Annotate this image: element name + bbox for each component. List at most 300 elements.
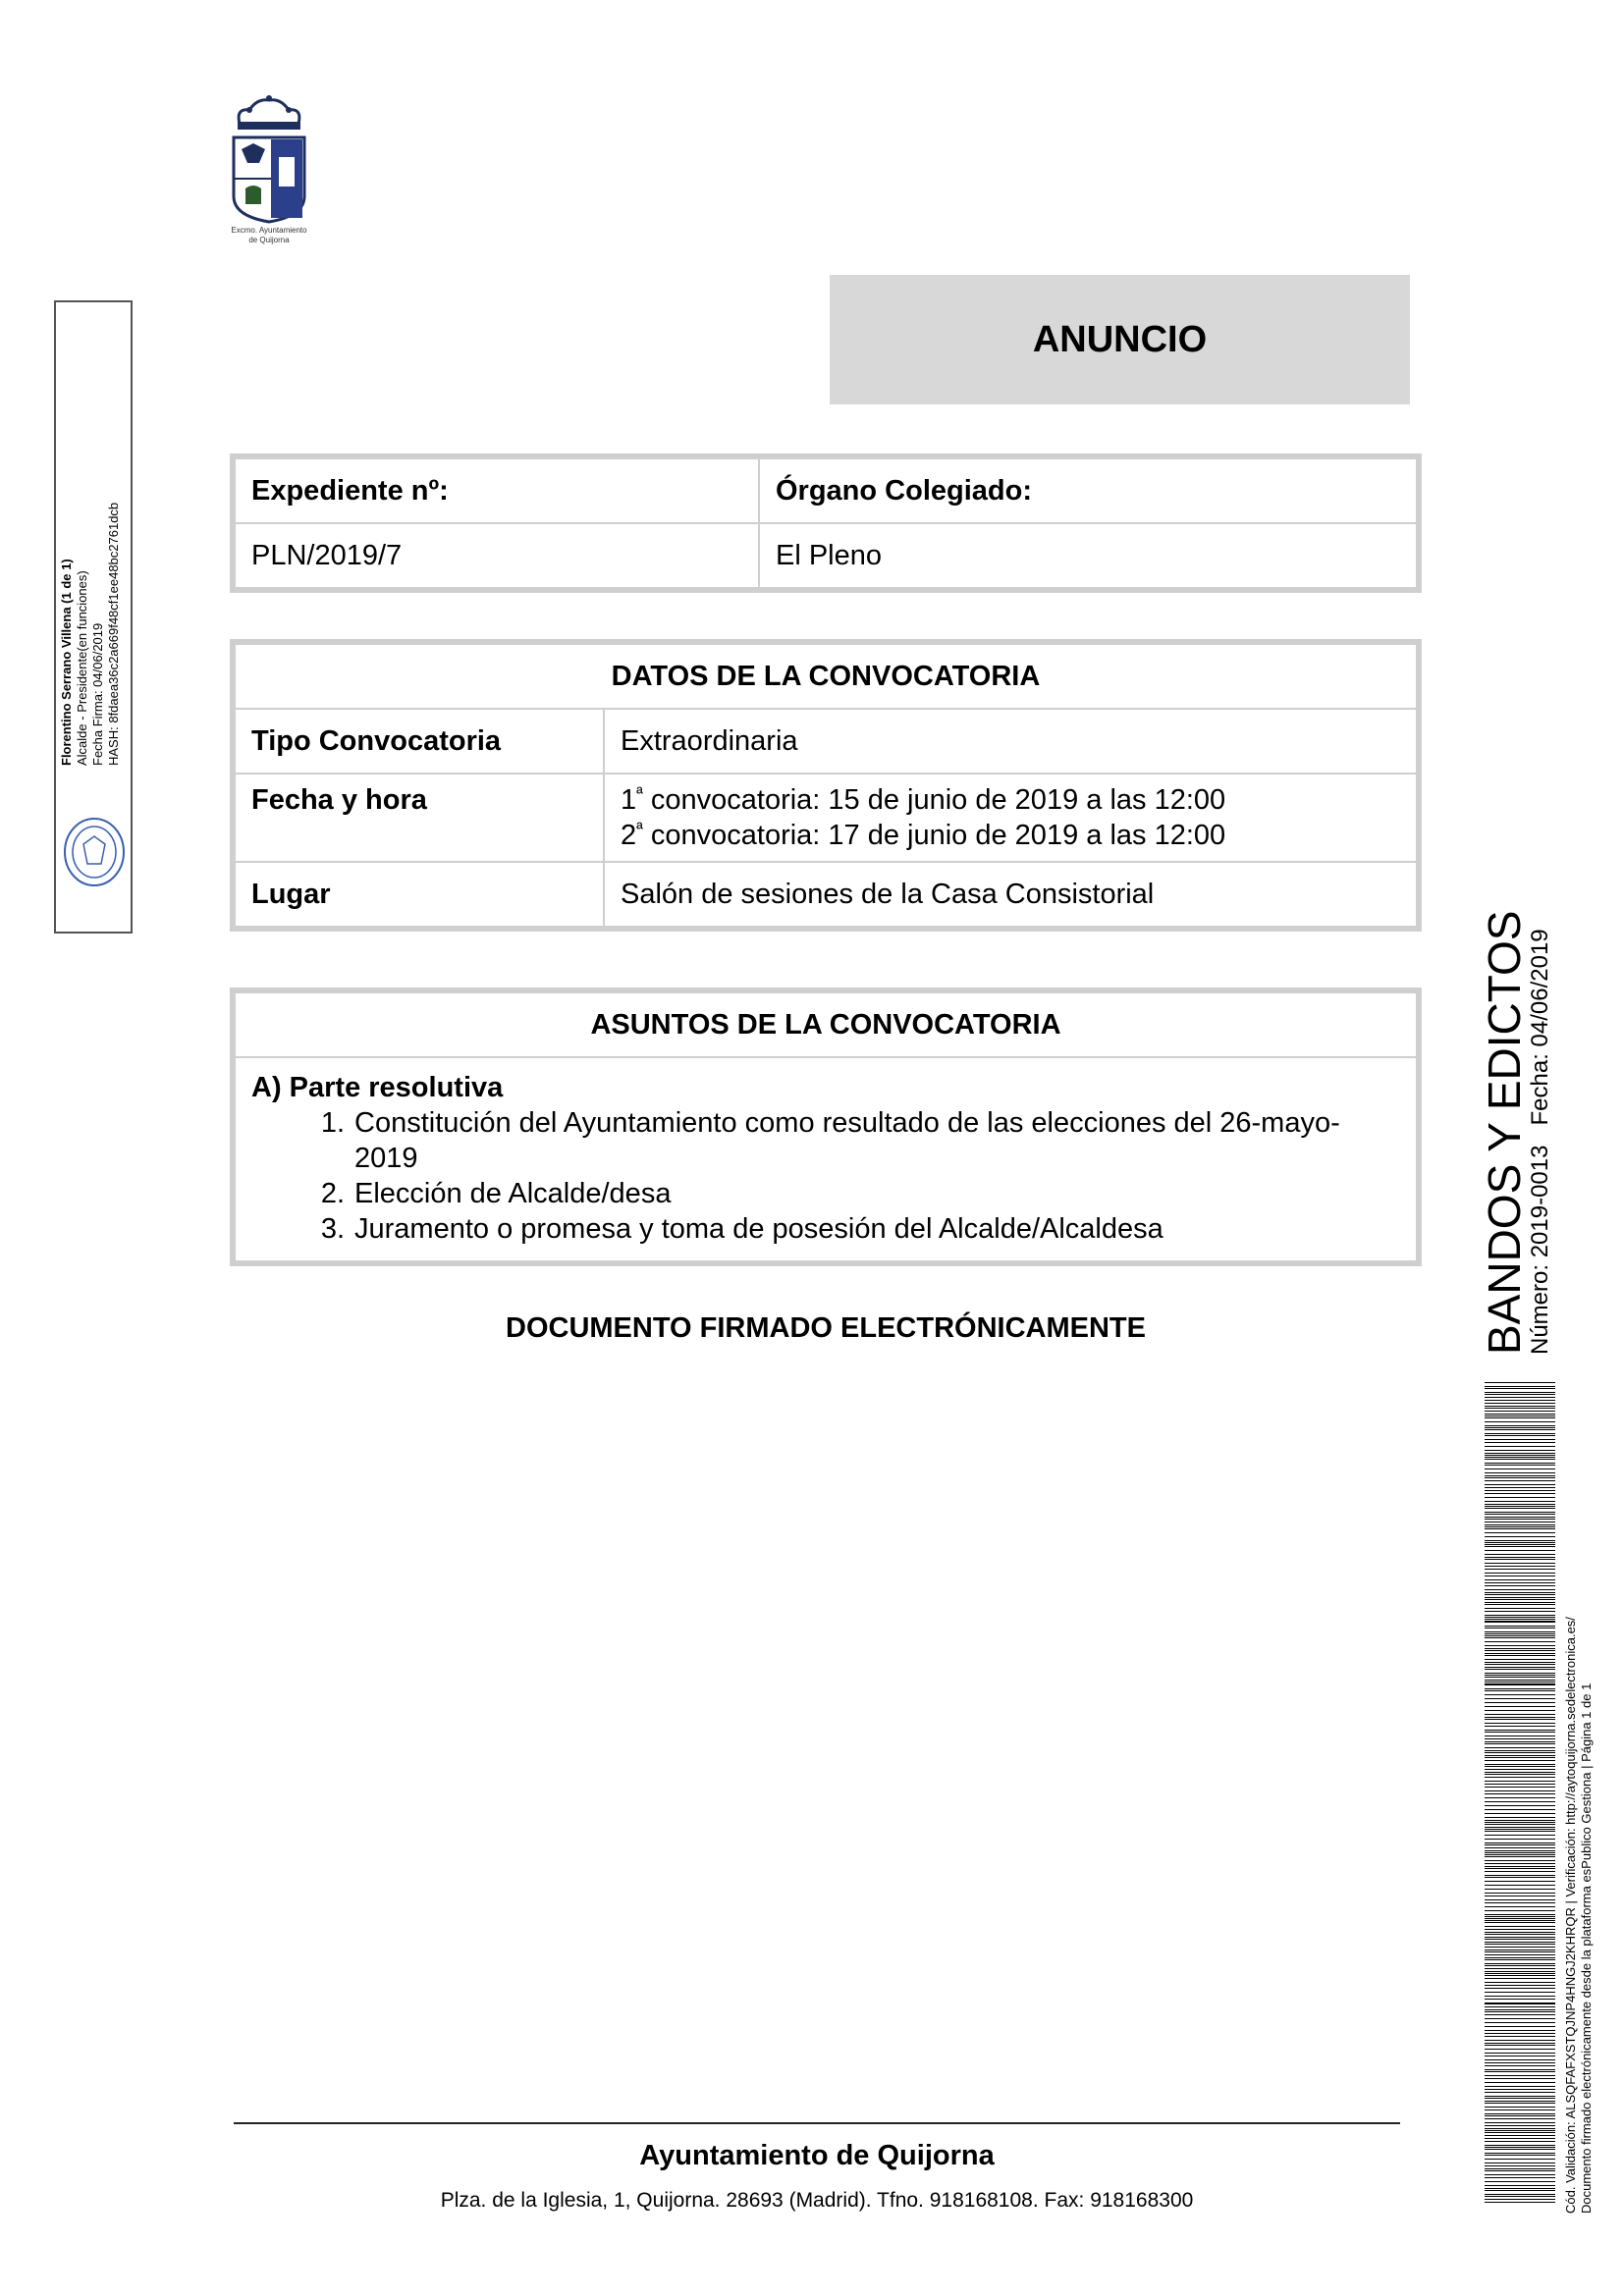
barcode-bar <box>1485 1939 1555 1940</box>
barcode-bar <box>1485 1827 1555 1828</box>
lugar-value: Salón de sesiones de la Casa Consistorial <box>604 862 1417 927</box>
barcode-bar <box>1485 1947 1555 1948</box>
barcode-bar <box>1485 1809 1555 1810</box>
asuntos-list <box>251 1105 1400 1247</box>
barcode-bar <box>1485 2022 1555 2023</box>
barcode-bar <box>1485 1774 1555 1775</box>
barcode-bar <box>1485 1743 1555 1744</box>
conv1-num: 1 <box>621 784 637 816</box>
barcode-bar <box>1485 2040 1555 2041</box>
barcode-bar <box>1485 1439 1555 1440</box>
barcode-bar <box>1485 1497 1555 1498</box>
barcode-bar <box>1485 1394 1555 1395</box>
barcode-bar <box>1485 1881 1555 1882</box>
barcode-bar <box>1485 1414 1555 1415</box>
barcode-bar <box>1485 2194 1555 2195</box>
barcode-bar <box>1485 1442 1555 1443</box>
barcode-bar <box>1485 1710 1555 1711</box>
barcode-bar <box>1485 2062 1555 2063</box>
barcode-bar <box>1485 2202 1555 2203</box>
barcode-bar <box>1485 2006 1555 2007</box>
barcode-bar <box>1485 1557 1555 1558</box>
section-heading: A) Parte resolutiva <box>251 1072 504 1103</box>
barcode-bar <box>1485 1501 1555 1502</box>
barcode-bar <box>1485 1863 1555 1864</box>
barcode-bar <box>1485 1675 1555 1676</box>
barcode-bar <box>1485 1852 1555 1853</box>
barcode-bar <box>1485 2069 1555 2070</box>
barcode-bar <box>1485 1797 1555 1798</box>
crown-shield-icon <box>228 94 310 224</box>
barcode-bar <box>1485 2177 1555 2178</box>
barcode-bar <box>1485 1615 1555 1616</box>
barcode-bar <box>1485 1645 1555 1646</box>
barcode-bar <box>1485 1519 1555 1520</box>
barcode-bar <box>1485 1680 1555 1681</box>
barcode-bar <box>1485 2014 1555 2015</box>
barcode-bar <box>1485 1608 1555 1609</box>
lugar-label: Lugar <box>235 862 604 927</box>
barcode-bar <box>1485 2138 1555 2139</box>
barcode-bar <box>1485 1992 1555 1993</box>
barcode-bar <box>1485 1550 1555 1551</box>
footer-divider <box>234 2122 1400 2124</box>
barcode-bar <box>1485 2011 1555 2012</box>
barcode-bar <box>1485 1427 1555 1428</box>
barcode-bar <box>1485 1842 1555 1843</box>
barcode-bar <box>1485 1604 1555 1605</box>
barcode-bar <box>1485 1415 1555 1416</box>
municipal-coat-of-arms-logo <box>228 94 310 249</box>
fecha-label: Fecha y hora <box>235 774 604 862</box>
barcode-bar <box>1485 1540 1555 1541</box>
barcode-bar <box>1485 1429 1555 1430</box>
signature-text <box>59 275 137 766</box>
barcode-bar <box>1485 1673 1555 1674</box>
barcode-bar <box>1485 1569 1555 1570</box>
barcode-bar <box>1485 1526 1555 1527</box>
barcode-bar <box>1485 1594 1555 1595</box>
expediente-table <box>234 457 1418 589</box>
barcode-bar <box>1485 2082 1555 2083</box>
barcode-bar <box>1485 1575 1555 1576</box>
barcode-bar <box>1485 2130 1555 2131</box>
barcode-bar <box>1485 1563 1555 1564</box>
footer-name: Ayuntamiento de Quijorna <box>639 2140 995 2171</box>
barcode-bar <box>1485 1589 1555 1590</box>
barcode-bar <box>1485 2059 1555 2060</box>
barcode-bar <box>1485 2185 1555 2186</box>
barcode-bar <box>1485 1463 1555 1464</box>
barcode-bar <box>1485 1885 1555 1886</box>
conv2-num: 2 <box>621 820 637 851</box>
barcode-bar <box>1485 1757 1555 1758</box>
barcode-bar <box>1485 1790 1555 1791</box>
barcode-bar <box>1485 2113 1555 2114</box>
barcode-bar <box>1485 1446 1555 1447</box>
barcode-bar <box>1485 1835 1555 1836</box>
barcode-bar <box>1485 1702 1555 1703</box>
barcode-bar <box>1485 1934 1555 1935</box>
barcode-bar <box>1485 1801 1555 1802</box>
signer-role: Alcalde - Presidente(en funciones) <box>75 570 89 766</box>
barcode-bar <box>1485 2199 1555 2200</box>
barcode-bar <box>1485 1559 1555 1560</box>
datos-convocatoria-table <box>234 643 1418 928</box>
barcode-bar <box>1485 2033 1555 2034</box>
barcode-bar <box>1485 1406 1555 1407</box>
barcode-bar <box>1485 1920 1555 1921</box>
barcode-bar <box>1485 1450 1555 1451</box>
barcode-bar <box>1485 2165 1555 2166</box>
barcode-bar <box>1485 1633 1555 1634</box>
barcode-bar <box>1485 1916 1555 1917</box>
barcode-bar <box>1485 1480 1555 1481</box>
item-number: 1. <box>320 1107 345 1139</box>
barcode-bar <box>1485 1465 1555 1466</box>
barcode-bar <box>1485 2196 1555 2197</box>
barcode-bar <box>1485 1929 1555 1930</box>
barcode-bar <box>1485 1899 1555 1900</box>
organo-value: El Pleno <box>759 523 1417 588</box>
barcode-bar <box>1485 1856 1555 1857</box>
barcode-bar <box>1485 2103 1555 2104</box>
barcode-bar <box>1485 1508 1555 1509</box>
barcode-bar <box>1485 1619 1555 1620</box>
barcode-bar <box>1485 2181 1555 2182</box>
barcode-bar <box>1485 2109 1555 2110</box>
barcode-bar <box>1485 1769 1555 1770</box>
barcode-bar <box>1485 1579 1555 1580</box>
barcode-bar <box>1485 1459 1555 1460</box>
signature-hash: HASH: 8fdaea36c2a669f48cf1ee48bc2761dcb <box>106 502 121 766</box>
barcode-bar <box>1485 1844 1555 1845</box>
signer-name: Florentino Serrano Villena (1 de 1) <box>59 559 74 766</box>
barcode-bar <box>1485 1425 1555 1426</box>
list-item <box>251 1211 1400 1247</box>
barcode-bar <box>1485 1669 1555 1670</box>
barcode-bar <box>1485 1957 1555 1958</box>
barcode-bar <box>1485 1902 1555 1903</box>
barcode-bar <box>1485 1877 1555 1878</box>
barcode-bar <box>1485 1784 1555 1785</box>
barcode-bar <box>1485 1698 1555 1699</box>
barcode-bar <box>1485 1683 1555 1685</box>
barcode-bar <box>1485 2096 1555 2097</box>
barcode-bar <box>1485 1723 1555 1724</box>
list-item <box>251 1105 1400 1176</box>
asuntos-title: ASUNTOS DE LA CONVOCATORIA <box>235 992 1417 1057</box>
convocatoria-2 <box>621 818 1400 853</box>
barcode-bar <box>1485 1741 1555 1742</box>
barcode-bar <box>1485 1528 1555 1529</box>
barcode-bar <box>1485 1854 1555 1855</box>
conv1-text: convocatoria: 15 de junio de 2019 a las 12:00 <box>642 784 1226 816</box>
barcode-bar <box>1485 1910 1555 1911</box>
barcode-bar <box>1485 2125 1555 2126</box>
list-item <box>251 1176 1400 1211</box>
barcode-bar <box>1485 1820 1555 1821</box>
barcode-bar <box>1485 2145 1555 2146</box>
barcode-bar <box>1485 1893 1555 1894</box>
barcode-bar <box>1485 1805 1555 1806</box>
barcode-bar <box>1485 1532 1555 1533</box>
barcode-bar <box>1485 1403 1555 1404</box>
bandos-numero: Número: 2019-0013 <box>1527 1145 1553 1355</box>
barcode-bar <box>1485 1755 1555 1756</box>
barcode-bar <box>1485 1664 1555 1665</box>
asuntos-table <box>234 991 1418 1262</box>
barcode-bar <box>1485 2049 1555 2050</box>
barcode-bar <box>1485 1546 1555 1547</box>
barcode-bar <box>1485 1536 1555 1537</box>
barcode-bar <box>1485 1868 1555 1869</box>
barcode-bar <box>1485 1400 1555 1401</box>
verification-block <box>1563 1330 1595 2214</box>
barcode-bar <box>1485 2053 1555 2054</box>
barcode-bar <box>1485 1468 1555 1469</box>
barcode-bar <box>1485 1937 1555 1938</box>
barcode-bar <box>1485 1839 1555 1840</box>
conv2-text: convocatoria: 17 de junio de 2019 a las 12:00 <box>642 820 1226 851</box>
barcode-bar <box>1485 1659 1555 1660</box>
barcode-bar <box>1485 1875 1555 1876</box>
barcode-bar <box>1485 1714 1555 1715</box>
barcode-bar <box>1485 2043 1555 2044</box>
barcode-bar <box>1485 1690 1555 1691</box>
barcode-bar <box>1485 2018 1555 2019</box>
barcode-bar <box>1485 1954 1555 1955</box>
barcode-bar <box>1485 1860 1555 1861</box>
barcode-bar <box>1485 1411 1555 1412</box>
barcode-bar <box>1485 1648 1555 1649</box>
barcode-bar <box>1485 1484 1555 1485</box>
barcode-bar <box>1485 1433 1555 1434</box>
barcode-bar <box>1485 1635 1555 1636</box>
barcode-bar <box>1485 1653 1555 1654</box>
bandos-meta <box>1528 864 1553 1355</box>
barcode-bar <box>1485 2086 1555 2087</box>
barcode-bar <box>1485 1512 1555 1513</box>
conv1-sup: ª <box>636 783 643 803</box>
barcode-bar <box>1485 1717 1555 1718</box>
item-text: Constitución del Ayuntamiento como resultado de las elecciones del 26-mayo-2019 <box>354 1107 1340 1174</box>
tipo-label: Tipo Convocatoria <box>235 709 604 774</box>
firmado-notice: DOCUMENTO FIRMADO ELECTRÓNICAMENTE <box>506 1312 1146 1344</box>
barcode-bar <box>1485 1506 1555 1507</box>
barcode-bar <box>1485 1524 1555 1525</box>
barcode-bar <box>1485 1472 1555 1473</box>
barcode-bar <box>1485 1949 1555 1950</box>
barcode-bar <box>1485 1475 1555 1476</box>
barcode-bar <box>1485 1694 1555 1695</box>
barcode-bar <box>1485 1772 1555 1773</box>
barcode-bar <box>1485 1602 1555 1603</box>
barcode-bar <box>1485 2115 1555 2116</box>
barcode-bar <box>1485 1982 1555 1983</box>
barcode-bar <box>1485 1566 1555 1567</box>
barcode-bar <box>1485 1617 1555 1618</box>
barcode-bar <box>1485 1963 1555 1964</box>
barcode-bar <box>1485 1597 1555 1598</box>
barcode-bar <box>1485 2170 1555 2171</box>
barcode-bar <box>1485 1813 1555 1814</box>
barcode-bar <box>1485 1667 1555 1668</box>
barcode-bar <box>1485 1611 1555 1612</box>
barcode-bar <box>1485 1932 1555 1933</box>
barcode-bar <box>1485 2098 1555 2099</box>
item-text: Juramento o promesa y toma de posesión del Alcalde/Alcaldesa <box>354 1213 1163 1245</box>
barcode-bar <box>1485 1735 1555 1736</box>
barcode-bar <box>1485 1706 1555 1707</box>
barcode-bar <box>1485 1599 1555 1600</box>
barcode-bar <box>1485 1999 1555 2000</box>
barcode-bar <box>1485 1542 1555 1543</box>
barcode-bar <box>1485 1628 1555 1629</box>
organo-label: Órgano Colegiado: <box>759 458 1417 523</box>
barcode-bar <box>1485 2147 1555 2148</box>
barcode-bar <box>1485 1417 1555 1418</box>
barcode-bar <box>1485 1435 1555 1436</box>
barcode-bar <box>1485 1750 1555 1751</box>
barcode-bar <box>1485 1787 1555 1788</box>
bandos-block <box>1481 864 1553 1355</box>
barcode-bar <box>1485 1732 1555 1733</box>
barcode-bar <box>1485 1641 1555 1642</box>
barcode-bar <box>1485 2078 1555 2079</box>
barcode-bar <box>1485 2045 1555 2046</box>
barcode-bar <box>1485 2009 1555 2010</box>
barcode-bar <box>1485 2159 1555 2160</box>
barcode-bar <box>1485 1951 1555 1952</box>
barcode-bar <box>1485 1688 1555 1689</box>
barcode-bar <box>1485 1631 1555 1632</box>
datos-title: DATOS DE LA CONVOCATORIA <box>235 644 1417 709</box>
barcode-bar <box>1485 2188 1555 2189</box>
item-number: 3. <box>320 1213 345 1245</box>
verification-line1: Cód. Validación: ALSQFAFXSTQJNP4HNGJ2KHRQR | Verificación: http://aytoquijorna.sedelectronica.es/ <box>1563 1617 1578 2214</box>
fecha-value <box>604 774 1417 862</box>
barcode-bar <box>1485 1926 1555 1927</box>
barcode-bar <box>1485 1386 1555 1387</box>
barcode-bar <box>1485 1455 1555 1456</box>
barcode-bar <box>1485 1650 1555 1651</box>
barcode-bar <box>1485 2075 1555 2076</box>
barcode-bar <box>1485 1730 1555 1731</box>
barcode-bar <box>1485 1493 1555 1494</box>
barcode-bar <box>1485 2118 1555 2119</box>
barcode-bar <box>1485 1959 1555 1960</box>
barcode-bar <box>1485 1914 1555 1915</box>
barcode-bar <box>1485 1965 1555 1966</box>
barcode-bar <box>1485 1944 1555 1945</box>
barcode-bar <box>1485 1490 1555 1491</box>
barcode-bar <box>1485 1421 1555 1422</box>
barcode-bar <box>1485 1942 1555 1943</box>
barcode-bar <box>1485 1573 1555 1574</box>
barcode-bar <box>1485 2026 1555 2027</box>
barcode-bar <box>1485 1487 1555 1488</box>
page-title: ANUNCIO <box>1032 318 1208 360</box>
barcode-bar <box>1485 1922 1555 1923</box>
barcode-bar <box>1485 2065 1555 2066</box>
barcode-bar <box>1485 1504 1555 1505</box>
barcode-bar <box>1485 1829 1555 1830</box>
barcode-bar <box>1485 1457 1555 1458</box>
item-number: 2. <box>320 1178 345 1209</box>
barcode-bar <box>1485 1388 1555 1389</box>
barcode-bar <box>1485 1554 1555 1555</box>
barcode-bar <box>1485 2071 1555 2072</box>
barcode-bar <box>1485 1392 1555 1393</box>
barcode-bar <box>1485 1847 1555 1848</box>
conv2-sup: ª <box>636 819 643 838</box>
barcode-bar <box>1485 2155 1555 2156</box>
barcode-bar <box>1485 1906 1555 1907</box>
barcode-bar <box>1485 1971 1555 1972</box>
footer-address: Plza. de la Iglesia, 1, Quijorna. 28693 (Madrid). Tfno. 918168108. Fax: 918168300 <box>440 2189 1194 2212</box>
barcode-bar <box>1485 1975 1555 1976</box>
barcode-bar <box>1485 1889 1555 1890</box>
barcode-bar <box>1485 1766 1555 1767</box>
barcode-bar <box>1485 2092 1555 2093</box>
barcode-bar <box>1485 1764 1555 1765</box>
barcode-bar <box>1485 1822 1555 1823</box>
barcode-bar <box>1485 1662 1555 1663</box>
barcode-bar <box>1485 2141 1555 2142</box>
barcode-bar <box>1485 2036 1555 2037</box>
barcode-bar <box>1485 1985 1555 1986</box>
barcode-bar <box>1485 2135 1555 2136</box>
tipo-value: Extraordinaria <box>604 709 1417 774</box>
barcode-bar <box>1485 1626 1555 1627</box>
barcode-bar <box>1485 2002 1555 2004</box>
barcode-bar <box>1485 2174 1555 2175</box>
barcode-bar <box>1485 1677 1555 1678</box>
barcode-bar <box>1485 1978 1555 1979</box>
barcode-bar <box>1485 2132 1555 2133</box>
barcode-bar <box>1485 1781 1555 1782</box>
expediente-value: PLN/2019/7 <box>235 523 759 588</box>
barcode-bar <box>1485 1453 1555 1454</box>
barcode-bar <box>1485 2149 1555 2150</box>
barcode-bar <box>1485 2122 1555 2123</box>
barcode-bar <box>1485 2030 1555 2031</box>
barcode-bar <box>1485 1871 1555 1872</box>
asuntos-body <box>235 1057 1417 1261</box>
barcode-bar <box>1485 1726 1555 1727</box>
barcode-bar <box>1485 1621 1555 1623</box>
bandos-fecha: Fecha: 04/06/2019 <box>1527 929 1553 1126</box>
barcode-bar <box>1485 1592 1555 1593</box>
barcode-bar <box>1485 1996 1555 1997</box>
barcode-bar <box>1485 1477 1555 1478</box>
barcode-bar <box>1485 1738 1555 1739</box>
item-text: Elección de Alcalde/desa <box>354 1178 672 1209</box>
barcode-bar <box>1485 2101 1555 2102</box>
barcode-bar <box>1485 2089 1555 2090</box>
barcode-bar <box>1485 1582 1555 1583</box>
barcode-bar <box>1485 2168 1555 2169</box>
barcode-bar <box>1485 1637 1555 1638</box>
expediente-label: Expediente nº: <box>235 458 759 523</box>
anuncio-header <box>830 275 1410 404</box>
barcode-bar <box>1485 1918 1555 1919</box>
barcode-bar <box>1485 1544 1555 1545</box>
official-seal-icon <box>62 815 127 889</box>
barcode-bar <box>1485 1517 1555 1518</box>
barcode-bar <box>1485 1408 1555 1409</box>
